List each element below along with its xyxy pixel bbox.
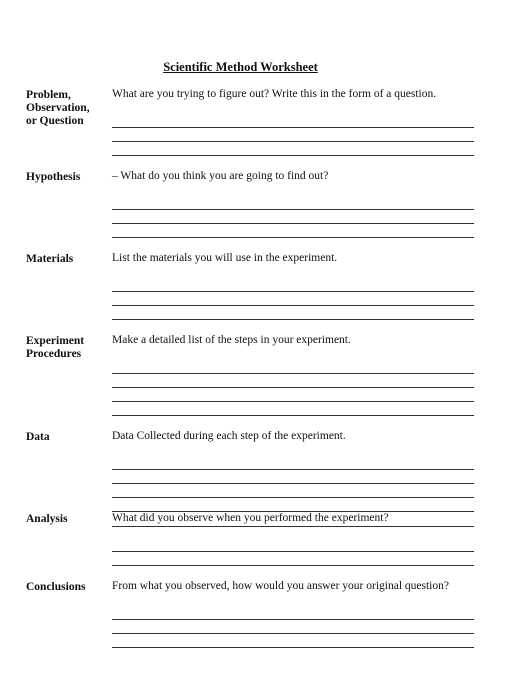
section-prompt: What are you trying to figure out? Write this in the form of a question.	[112, 88, 437, 100]
section-prompt: – What do you think you are going to find out?	[112, 170, 329, 182]
answer-line[interactable]	[112, 469, 474, 470]
answer-line[interactable]	[112, 319, 474, 320]
section-label	[26, 253, 108, 266]
answer-line[interactable]	[112, 551, 474, 552]
section-prompt: From what you observed, how would you answer your original question?	[112, 580, 449, 592]
answer-line[interactable]	[112, 155, 474, 156]
section-label	[26, 513, 108, 526]
label-line: Data	[26, 431, 50, 443]
section-prompt: Data Collected during each step of the experiment.	[112, 430, 346, 442]
answer-line[interactable]	[112, 209, 474, 210]
label-line: Conclusions	[26, 581, 86, 593]
answer-line[interactable]	[112, 387, 474, 388]
section-label	[26, 431, 108, 444]
label-line: Materials	[26, 253, 74, 265]
answer-line[interactable]	[112, 373, 474, 374]
answer-line[interactable]	[112, 497, 474, 498]
label-line: Analysis	[26, 513, 68, 525]
answer-line[interactable]	[112, 237, 474, 238]
answer-line[interactable]	[112, 619, 474, 620]
answer-line[interactable]	[112, 647, 474, 648]
answer-line[interactable]	[112, 223, 474, 224]
label-line: Procedures	[26, 348, 82, 360]
section-label	[26, 335, 108, 361]
section-label	[26, 89, 108, 128]
answer-line[interactable]	[112, 141, 474, 142]
section-prompt: List the materials you will use in the experiment.	[112, 252, 338, 264]
answer-line[interactable]	[112, 305, 474, 306]
worksheet-title: Scientific Method Worksheet	[163, 60, 318, 74]
section-prompt: What did you observe when you performed the experiment?	[112, 512, 389, 524]
label-line: Hypothesis	[26, 171, 81, 183]
answer-line[interactable]	[112, 291, 474, 292]
label-line: Experiment	[26, 335, 85, 347]
answer-line[interactable]	[112, 483, 474, 484]
answer-line[interactable]	[112, 633, 474, 634]
section-label	[26, 581, 108, 594]
answer-line[interactable]	[112, 526, 474, 527]
answer-line[interactable]	[112, 401, 474, 402]
label-line: Observation,	[26, 102, 90, 114]
answer-line[interactable]	[112, 127, 474, 128]
label-line: Problem,	[26, 89, 71, 101]
section-label	[26, 171, 108, 184]
section-prompt: Make a detailed list of the steps in your experiment.	[112, 334, 351, 346]
answer-line[interactable]	[112, 565, 474, 566]
answer-line[interactable]	[112, 415, 474, 416]
label-line: or Question	[26, 115, 84, 127]
